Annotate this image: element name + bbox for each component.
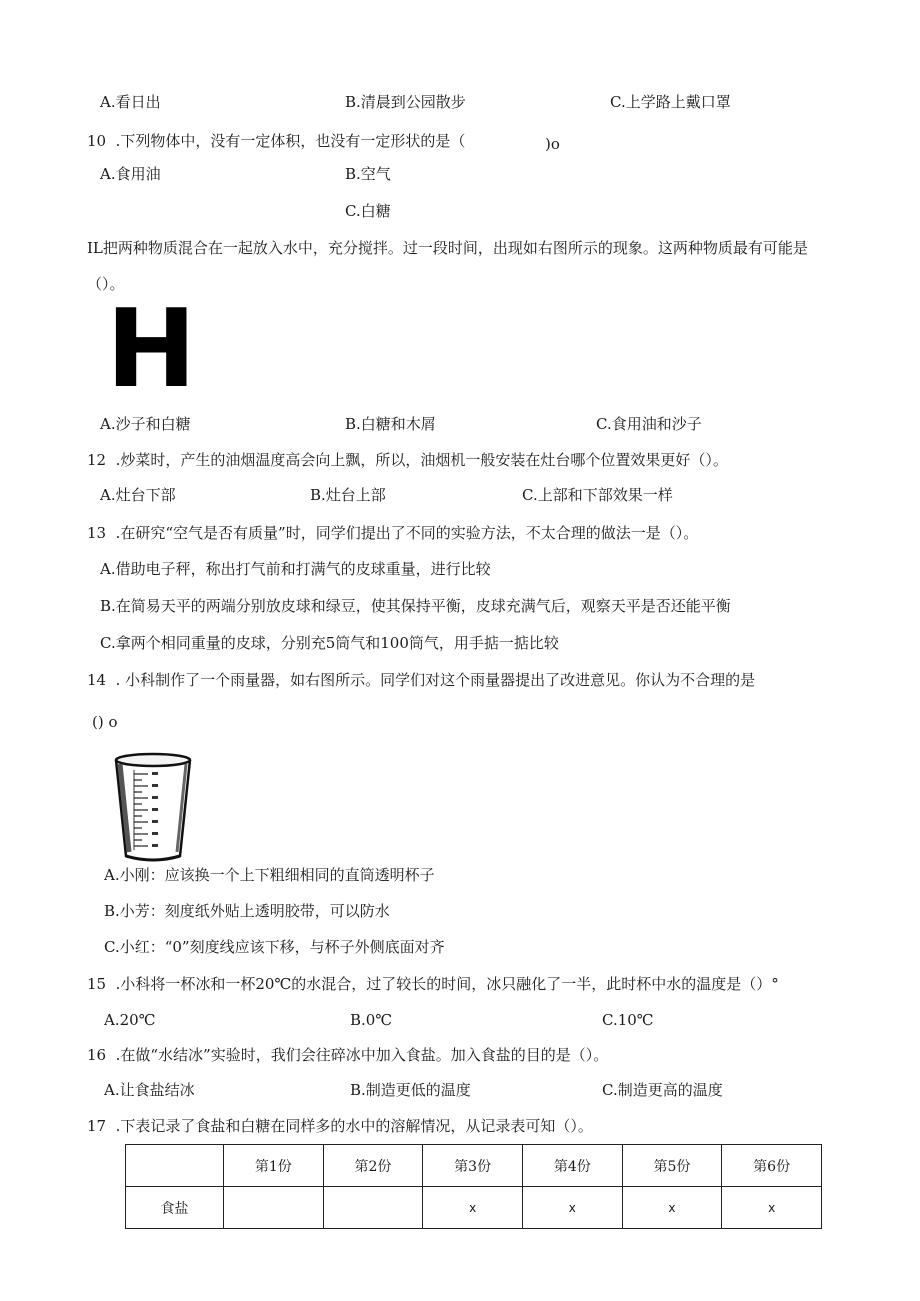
q13-option-a: A.借助电子秤，称出打气前和打满气的皮球重量，进行比较 [100, 560, 491, 578]
table-header-cell: 第2份 [323, 1145, 423, 1187]
table-header-cell: 第4份 [522, 1145, 622, 1187]
q9-option-a: A.看日出 [100, 93, 161, 111]
q10-option-c: C.白糖 [345, 202, 391, 220]
q16-option-a: A.让食盐结冰 [104, 1081, 195, 1099]
q9-option-b: B.清晨到公园散步 [345, 93, 466, 111]
q14-option-c: C.小红：“0”刻度线应该下移，与杯子外侧底面对齐 [104, 938, 445, 956]
table-header-cell: 第6份 [722, 1145, 822, 1187]
table-cell [224, 1187, 324, 1229]
q11-option-b: B.白糖和木屑 [345, 415, 436, 433]
q15-stem: 15 .小科将一杯冰和一杯20℃的水混合，过了较长的时间，冰只融化了一半，此时杯中水的温度是（）° [87, 975, 779, 993]
q13-stem: 13 .在研究“空气是否有质量”时，同学们提出了不同的实验方法，不太合理的做法一是（）。 [87, 524, 699, 542]
q17-stem: 17 .下表记录了食盐和白糖在同样多的水中的溶解情况，从记录表可知（）。 [87, 1117, 593, 1135]
q16-option-c: C.制造更高的温度 [602, 1081, 723, 1099]
q11-option-a: A.沙子和白糖 [100, 415, 191, 433]
q13-option-b: B.在简易天平的两端分别放皮球和绿豆，使其保持平衡，皮球充满气后，观察天平是否还能平衡 [100, 597, 731, 615]
q12-option-b: B.灶台上部 [310, 486, 386, 504]
q15-option-a: A.20℃ [104, 1011, 156, 1029]
q10-stem: 10 .下列物体中，没有一定体积，也没有一定形状的是（ [87, 132, 466, 150]
q12-option-c: C.上部和下部效果一样 [522, 486, 673, 504]
q10-stem-tail: )o [545, 135, 560, 153]
q14-stem-line2: () o [92, 713, 118, 731]
q14-option-a: A.小刚：应该换一个上下粗细相同的直筒透明杯子 [104, 866, 435, 884]
q11-option-c: C.食用油和沙子 [596, 415, 702, 433]
table-cell: x [722, 1187, 822, 1229]
q14-stem: 14 . 小科制作了一个雨量器，如右图所示。同学们对这个雨量器提出了改进意见。你认为不合理的是 [87, 671, 756, 689]
q14-option-b: B.小芳：刻度纸外贴上透明胶带，可以防水 [104, 902, 390, 920]
table-header-row [126, 1145, 822, 1187]
table-cell [323, 1187, 423, 1229]
q15-option-c: C.10℃ [602, 1011, 654, 1029]
q11-stem-line2: （）。 [87, 275, 125, 293]
table-cell: x [622, 1187, 722, 1229]
q9-option-c: C.上学路上戴口罩 [610, 93, 731, 111]
q12-stem: 12 .炒菜时，产生的油烟温度高会向上飘，所以，油烟机一般安装在灶台哪个位置效果更好（）。 [87, 451, 728, 469]
table-row-label: 食盐 [126, 1187, 224, 1229]
q11-stem: IL把两种物质混合在一起放入水中，充分搅拌。过一段时间，出现如右图所示的现象。这两种物质最有可能是 [87, 239, 808, 257]
table-header-cell: 第5份 [622, 1145, 722, 1187]
q10-option-b: B.空气 [345, 165, 391, 183]
table-header-cell [126, 1145, 224, 1187]
table-header-cell: 第1份 [224, 1145, 324, 1187]
table-cell: x [522, 1187, 622, 1229]
dissolving-record-table [125, 1144, 822, 1229]
q16-option-b: B.制造更低的温度 [350, 1081, 471, 1099]
q12-option-a: A.灶台下部 [100, 486, 176, 504]
q16-stem: 16 .在做“水结冰”实验时，我们会往碎冰中加入食盐。加入食盐的目的是（）。 [87, 1046, 609, 1064]
q10-option-a: A.食用油 [100, 165, 161, 183]
q13-option-c: C.拿两个相同重量的皮球，分别充5筒气和100筒气，用手掂一掂比较 [100, 634, 559, 652]
q11-figure: H [106, 287, 197, 412]
q15-option-b: B.0℃ [350, 1011, 393, 1029]
table-row [126, 1187, 822, 1229]
table-cell: x [423, 1187, 523, 1229]
table-header-cell: 第3份 [423, 1145, 523, 1187]
rain-gauge-cup-image [112, 752, 194, 864]
